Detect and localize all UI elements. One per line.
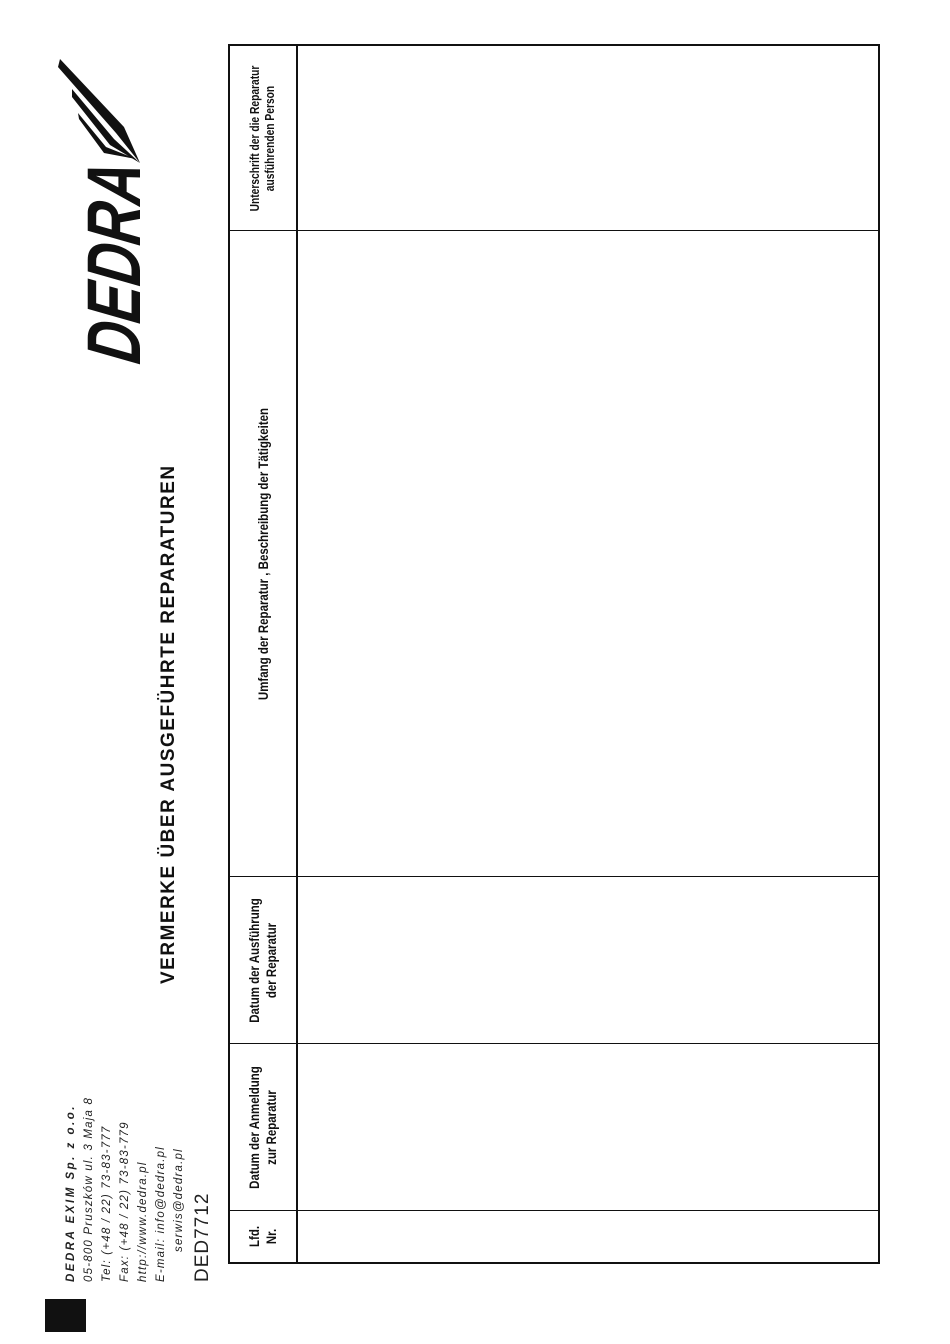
header-divider [296,46,298,1262]
logo-text: DEDRA [72,85,157,368]
company-info [62,1097,214,1282]
col-header-repair-date: Datum der Ausführung der Reparatur [246,898,279,1023]
company-tel: Tel: (+48 / 22) 73-83-777 [101,1125,113,1282]
page-marker-block [45,1299,86,1332]
company-fax: Fax: (+48 / 22) 73-83-779 [119,1121,131,1282]
model-number: DED7712 [192,1192,213,1282]
col-header-signature: Unterschrift der die Reparatur ausführenden Person [248,65,277,212]
page-title: VERMERKE ÜBER AUSGEFÜHRTE REPARATUREN [158,464,179,984]
company-address: 05-800 Pruszków ul. 3 Maja 8 [83,1096,95,1282]
company-service-email: serwis@dedra.pl [173,1148,185,1252]
repair-table [228,44,880,1264]
col-header-report-date: Datum der Anmeldung zur Reparatur [246,1066,279,1189]
column-divider [230,1210,878,1211]
column-divider [230,876,878,877]
dedra-logo [52,59,157,368]
col-header-nr: Lfd. Nr. [246,1225,279,1248]
company-email: E-mail: info@dedra.pl [155,1146,167,1282]
company-web: http://www.dedra.pl [137,1161,149,1282]
column-divider [230,230,878,231]
column-divider [230,1043,878,1044]
col-header-description: Umfang der Reparatur , Beschreibung der Tätigkeiten [254,407,271,701]
company-name: DEDRA EXIM Sp. z o.o. [65,1104,77,1282]
